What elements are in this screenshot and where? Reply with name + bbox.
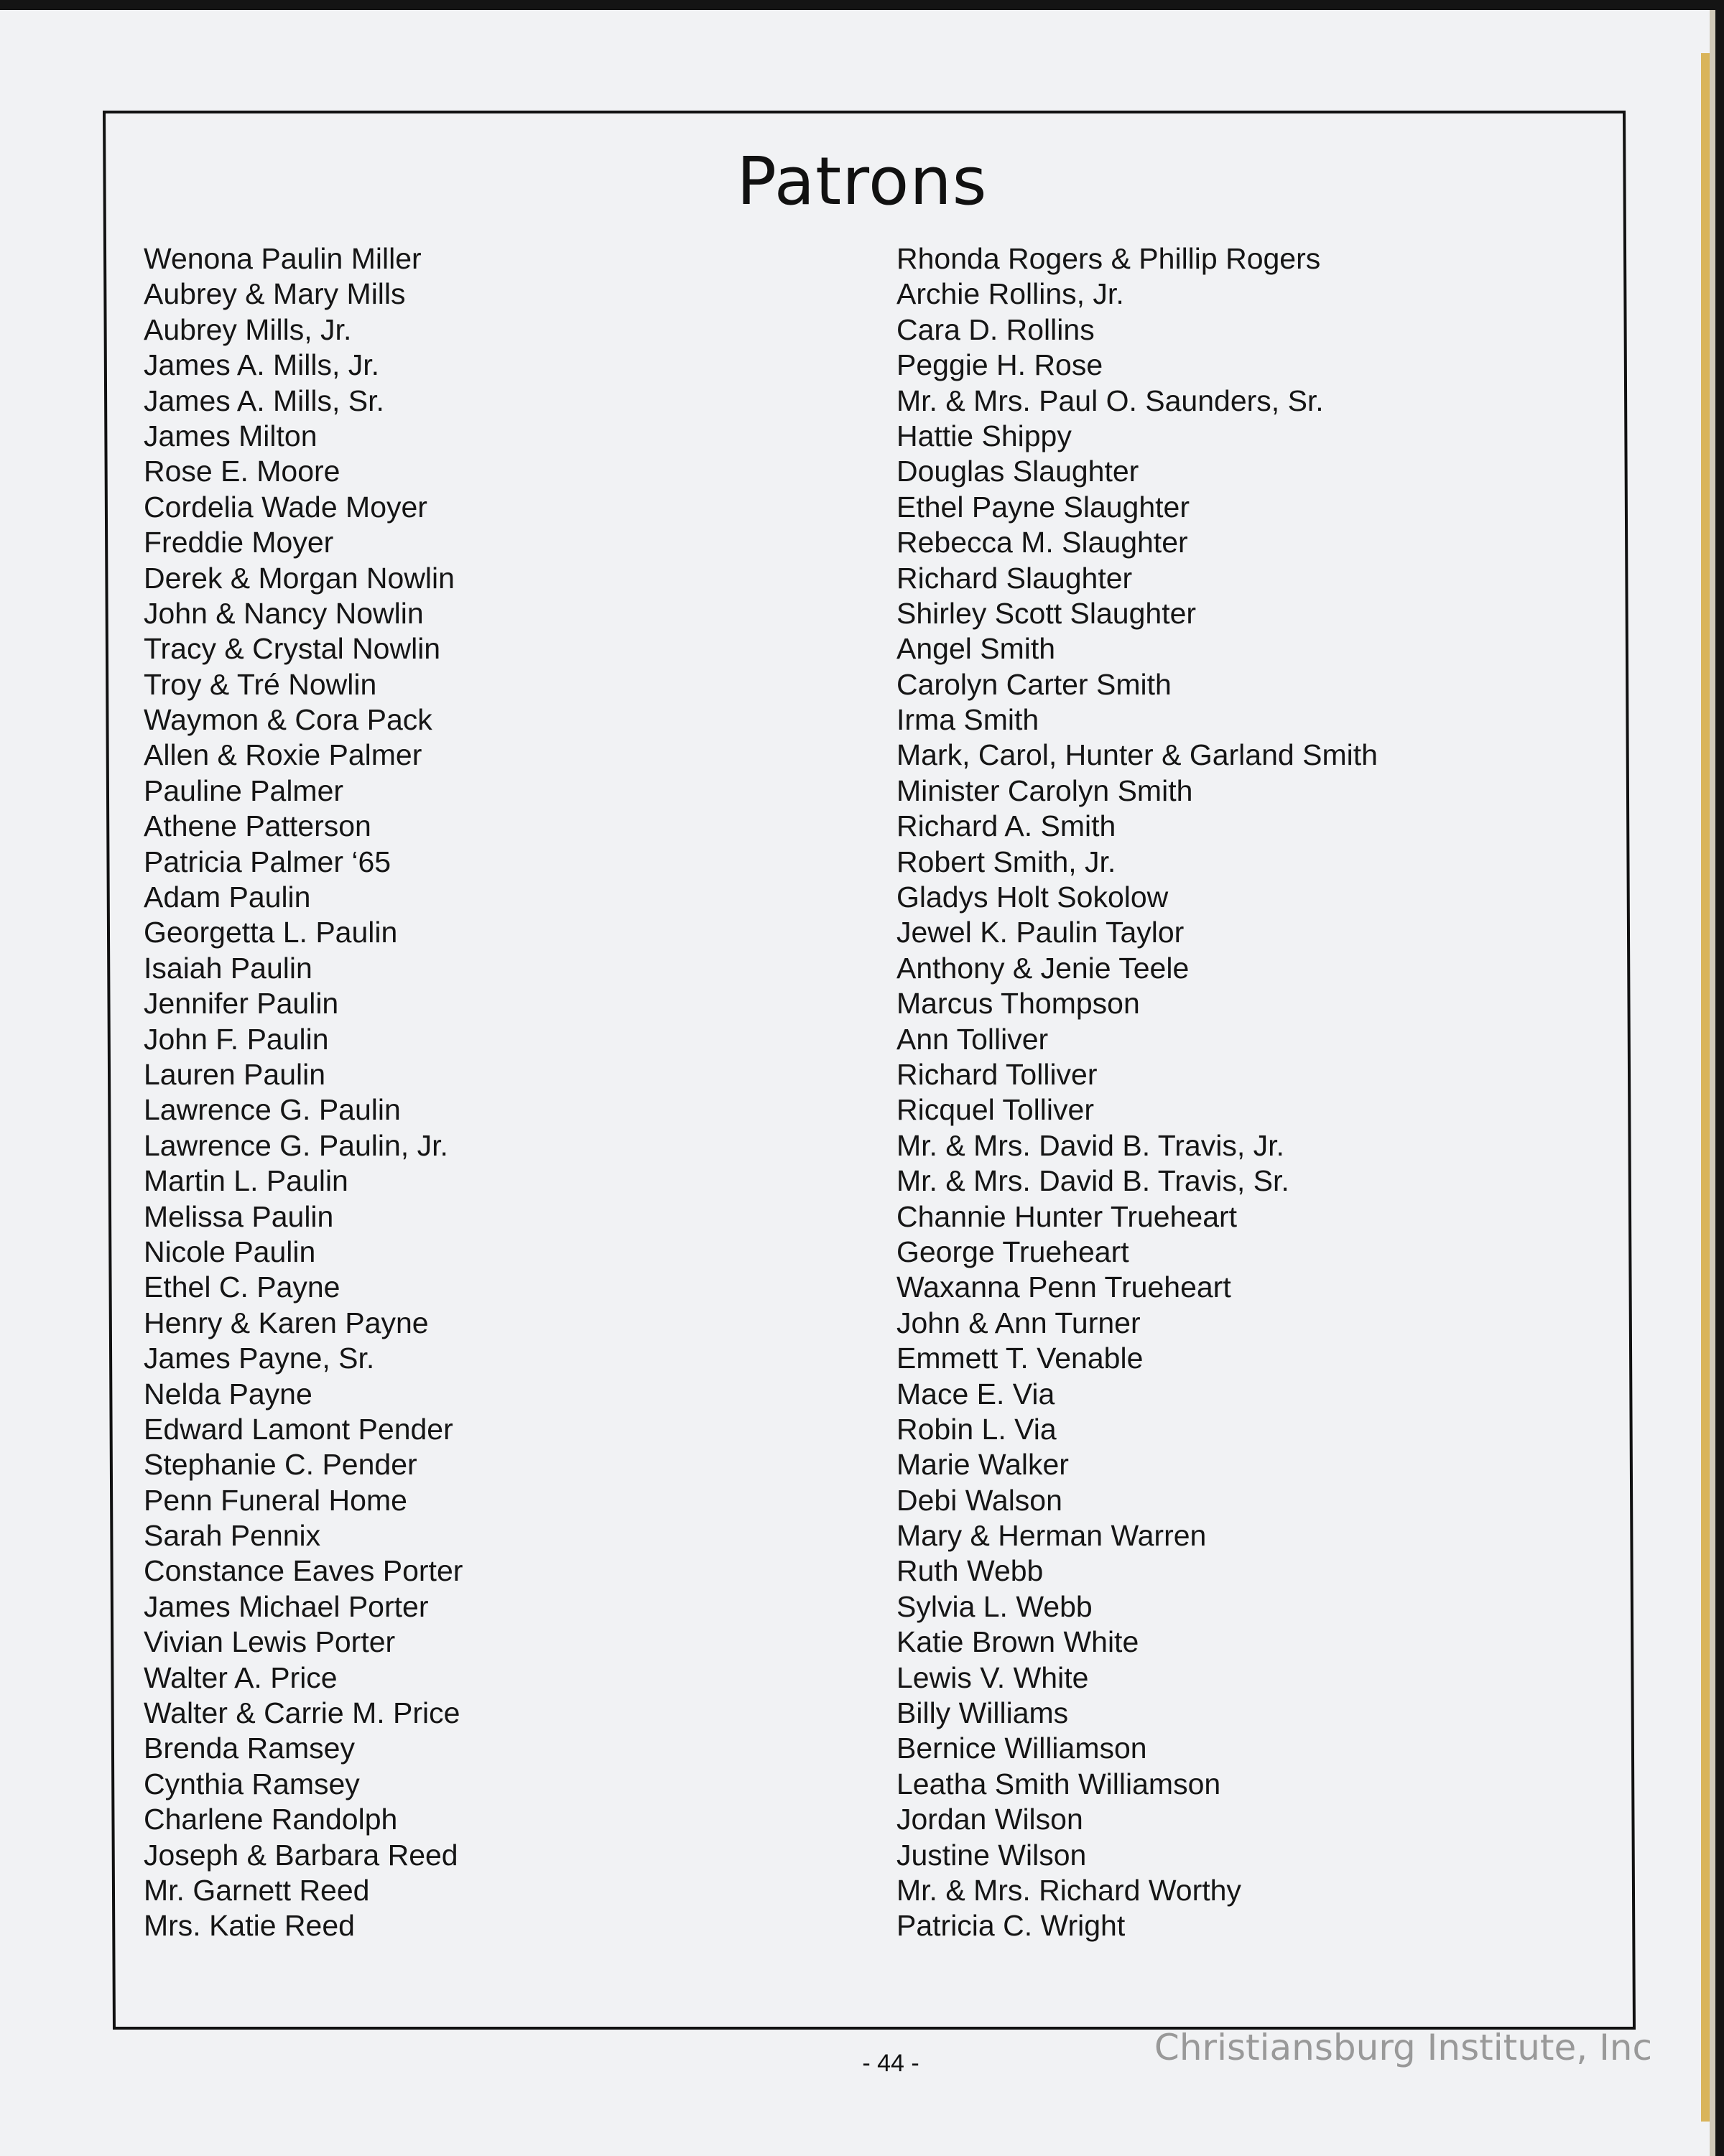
patron-name: Irma Smith [896,703,1039,737]
patron-name: Ruth Webb [896,1554,1044,1588]
patron-name: Walter & Carrie M. Price [144,1696,460,1730]
patron-name: James Milton [144,419,318,452]
patron-name: Katie Brown White [896,1625,1139,1659]
patron-name: Mr. & Mrs. David B. Travis, Sr. [896,1164,1289,1198]
patron-name: Mace E. Via [896,1377,1055,1411]
patron-name: Mr. & Mrs. Paul O. Saunders, Sr. [896,384,1324,417]
patron-name: Ricquel Tolliver [896,1093,1094,1127]
patron-name: Rose E. Moore [144,455,340,488]
patron-name: Channie Hunter Trueheart [896,1199,1238,1233]
patron-name: Walter A. Price [144,1660,338,1694]
patron-name: Richard Tolliver [896,1057,1098,1091]
patron-name: Mr. Garnett Reed [144,1873,370,1907]
patron-name: Joseph & Barbara Reed [144,1838,458,1872]
patron-name: James A. Mills, Jr. [144,348,380,382]
patron-name: Debi Walson [896,1483,1062,1517]
patron-name: Isaiah Paulin [144,951,312,985]
patron-name: Waymon & Cora Pack [144,703,432,737]
patron-name: Mary & Herman Warren [896,1519,1207,1553]
patron-name: Hattie Shippy [896,419,1072,452]
patron-name: Waxanna Penn Trueheart [896,1270,1231,1304]
page-number: - 44 - [862,2050,919,2077]
patron-name: Emmett T. Venable [896,1342,1144,1375]
patron-name: Tracy & Crystal Nowlin [144,632,441,666]
patron-name: Georgetta L. Paulin [144,916,398,949]
patron-name: Patricia C. Wright [896,1909,1126,1943]
patron-name: Mark, Carol, Hunter & Garland Smith [896,738,1378,772]
patron-name: Carolyn Carter Smith [896,667,1172,701]
patrons-column-right [896,241,1615,1944]
watermark: Christiansburg Institute, Inc [1154,2027,1652,2068]
patron-name: Pauline Palmer [144,773,344,807]
patron-name: George Trueheart [896,1235,1129,1268]
patron-name: Ethel Payne Slaughter [896,490,1190,524]
patron-name: Archie Rollins, Jr. [896,277,1124,311]
patron-name: Anthony & Jenie Teele [896,951,1190,985]
patron-name: Justine Wilson [896,1838,1087,1872]
patron-name: Richard A. Smith [896,809,1116,843]
patron-name: Lawrence G. Paulin [144,1093,401,1127]
patron-name: Marie Walker [896,1448,1069,1482]
patron-name: Sarah Pennix [144,1519,321,1553]
patron-name: Aubrey Mills, Jr. [144,312,352,346]
patron-name: Nicole Paulin [144,1235,316,1268]
patron-name: Brenda Ramsey [144,1732,355,1765]
patron-name: Henry & Karen Payne [144,1306,429,1339]
patrons-column-left [144,241,862,1944]
page-edge [1701,53,1710,2122]
patron-name: Melissa Paulin [144,1199,334,1233]
patron-name: Jordan Wilson [896,1803,1083,1836]
patron-name: Troy & Tré Nowlin [144,667,377,701]
patron-name: Rebecca M. Slaughter [896,526,1188,559]
patron-name: James A. Mills, Sr. [144,384,384,417]
patron-name: Allen & Roxie Palmer [144,738,422,772]
patron-name: Wenona Paulin Miller [144,242,422,275]
patron-name: Shirley Scott Slaughter [896,596,1197,630]
patron-name: Stephanie C. Pender [144,1448,417,1482]
patron-name: Cynthia Ramsey [144,1767,360,1800]
patron-name: Jennifer Paulin [144,987,339,1021]
patron-name: Minister Carolyn Smith [896,773,1193,807]
patron-name: Freddie Moyer [144,526,334,559]
patron-name: Adam Paulin [144,880,311,914]
patron-name: Derek & Morgan Nowlin [144,561,455,595]
patron-name: Jewel K. Paulin Taylor [896,916,1185,949]
patron-name: Cordelia Wade Moyer [144,490,427,524]
patron-name: Mr. & Mrs. David B. Travis, Jr. [896,1128,1284,1162]
patron-name: Billy Williams [896,1696,1069,1730]
patron-name: Lewis V. White [896,1660,1089,1694]
patron-name: Douglas Slaughter [896,455,1139,488]
patron-name: Leatha Smith Williamson [896,1767,1221,1800]
patron-name: Sylvia L. Webb [896,1589,1093,1623]
patron-name: Constance Eaves Porter [144,1554,463,1588]
page-title: Patrons [736,143,988,220]
patron-name: Rhonda Rogers & Phillip Rogers [896,242,1321,275]
patron-name: Mrs. Katie Reed [144,1909,355,1943]
patron-name: Gladys Holt Sokolow [896,880,1169,914]
patron-name: Penn Funeral Home [144,1483,407,1517]
patron-name: James Payne, Sr. [144,1342,375,1375]
patron-name: Ethel C. Payne [144,1270,340,1304]
patron-name: Marcus Thompson [896,987,1140,1021]
patron-name: Ann Tolliver [896,1022,1049,1056]
patron-name: Athene Patterson [144,809,371,843]
patron-name: Robin L. Via [896,1412,1057,1446]
patron-name: Angel Smith [896,632,1056,666]
patron-name: Patricia Palmer ‘65 [144,845,391,878]
patron-name: Aubrey & Mary Mills [144,277,406,311]
patron-name: John F. Paulin [144,1022,329,1056]
patron-name: James Michael Porter [144,1589,429,1623]
patron-name: Lawrence G. Paulin, Jr. [144,1128,448,1162]
document-page [0,10,1715,2156]
patron-name: John & Nancy Nowlin [144,596,424,630]
patron-name: Peggie H. Rose [896,348,1103,382]
patron-name: John & Ann Turner [896,1306,1141,1339]
patron-name: Martin L. Paulin [144,1164,348,1198]
patron-name: Edward Lamont Pender [144,1412,453,1446]
patron-name: Nelda Payne [144,1377,312,1411]
patron-name: Cara D. Rollins [896,312,1095,346]
patron-name: Mr. & Mrs. Richard Worthy [896,1873,1241,1907]
patron-name: Robert Smith, Jr. [896,845,1116,878]
patron-name: Bernice Williamson [896,1732,1147,1765]
patron-name: Lauren Paulin [144,1057,326,1091]
patron-name: Richard Slaughter [896,561,1133,595]
patron-name: Charlene Randolph [144,1803,398,1836]
patron-name: Vivian Lewis Porter [144,1625,396,1659]
